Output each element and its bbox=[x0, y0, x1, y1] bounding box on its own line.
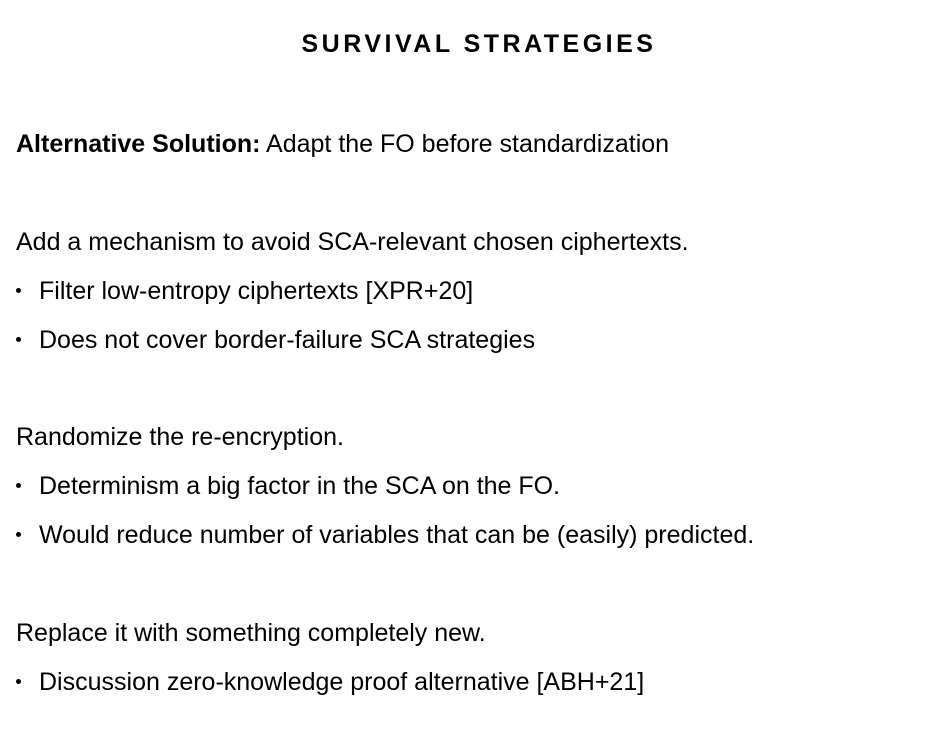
section-heading: Replace it with something completely new. bbox=[16, 619, 486, 647]
bullet-text: Determinism a big factor in the SCA on the FO. bbox=[39, 472, 561, 500]
bullet-text: Would reduce number of variables that can be (easily) predicted. bbox=[39, 521, 755, 549]
slide-title: SURVIVAL STRATEGIES bbox=[301, 30, 657, 58]
intro-label: Alternative Solution: bbox=[16, 130, 261, 158]
intro-line bbox=[16, 129, 669, 159]
bullet-text: Filter low-entropy ciphertexts [XPR+20] bbox=[39, 277, 474, 305]
intro-text: Adapt the FO before standardization bbox=[260, 130, 670, 158]
bullet-icon bbox=[16, 679, 21, 684]
bullet-icon bbox=[16, 288, 21, 293]
section-heading: Randomize the re-encryption. bbox=[16, 423, 344, 451]
bullet-icon bbox=[16, 532, 21, 537]
bullet-icon bbox=[16, 483, 21, 488]
bullet-text: Does not cover border-failure SCA strategies bbox=[39, 326, 536, 354]
bullet-text: Discussion zero-knowledge proof alternative [ABH+21] bbox=[39, 668, 645, 696]
bullet-icon bbox=[16, 337, 21, 342]
section-heading: Add a mechanism to avoid SCA-relevant chosen ciphertexts. bbox=[16, 228, 689, 256]
